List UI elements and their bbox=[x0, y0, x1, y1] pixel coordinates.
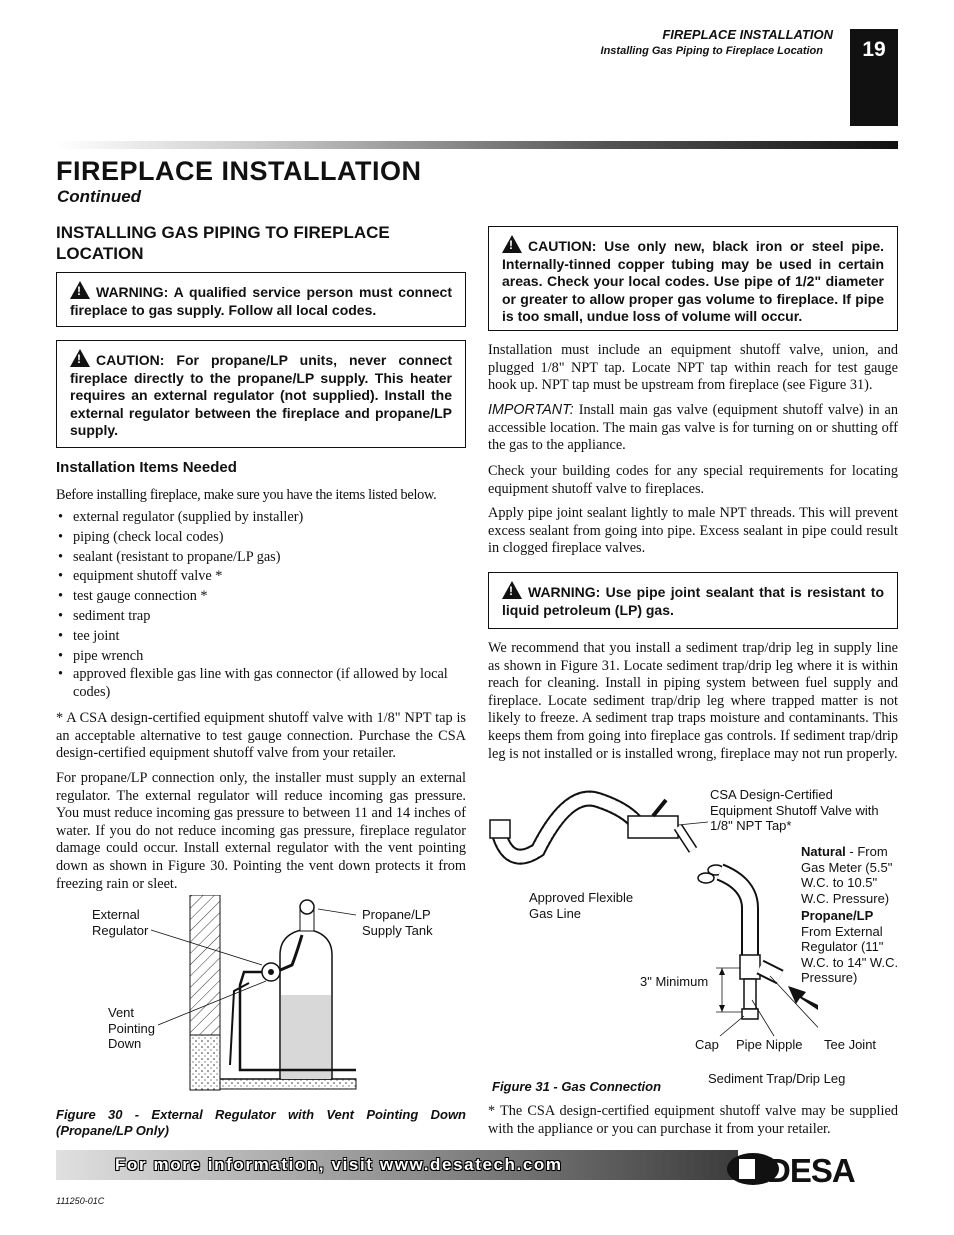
label-3in-minimum: 3" Minimum bbox=[640, 974, 709, 989]
footnote-valve-left: * A CSA design-certified equipment shutoff valve with 1/8" NPT tap is an acceptable alternative to test gauge connection. Purchase the CSA design-certified equipment shutoff valve from your retailer. bbox=[56, 710, 466, 762]
label-flexible-gas-line: Approved Flexible Gas Line bbox=[529, 890, 634, 921]
sediment-trap-paragraph: We recommend that you install a sediment trap/drip leg in supply line as shown in Figure 31. Locate sediment trap/drip leg where it is within reach for cleaning. Install in piping system between fuel supply and fireplace. Locate sediment trap/drip leg where trapped matter is not likely to freeze. A sediment trap traps moisture and contaminants. This keeps them from going into fireplace gas controls. If sediment trap/drip leg is not installed or is installed wrong, fireplace may not run properly. bbox=[488, 640, 898, 762]
important-label: IMPORTANT: bbox=[488, 402, 574, 418]
label-external-regulator: External Regulator bbox=[92, 907, 149, 938]
label-tee-joint: Tee Joint bbox=[824, 1037, 877, 1052]
items-intro: Before installing fireplace, make sure you have the items listed below. bbox=[56, 487, 437, 503]
warning-box-qualified: !WARNING: A qualified service person must connect fireplace to gas supply. Follow all local codes. bbox=[56, 272, 466, 327]
warning-triangle-icon bbox=[70, 281, 90, 299]
header-divider bbox=[56, 141, 898, 149]
list-item: • equipment shutoff valve * bbox=[56, 567, 466, 587]
desa-logo bbox=[727, 1152, 899, 1186]
building-codes-paragraph: Check your building codes for any special requirements for locating equipment shutoff valve to fireplaces. bbox=[488, 463, 898, 497]
list-item: • tee joint bbox=[56, 627, 466, 647]
label-supply-tank: Propane/LP Supply Tank bbox=[362, 907, 433, 938]
list-item: • test gauge connection * bbox=[56, 587, 466, 607]
label-natural: Natural - From Gas Meter (5.5" W.C. to 10.5" W.C. Pressure) bbox=[801, 844, 893, 906]
cap-icon bbox=[742, 1009, 758, 1019]
figure-30-caption: Figure 30 - External Regulator with Vent Pointing Down (Propane/LP Only) bbox=[56, 1107, 466, 1138]
footer-website-text: For more information, visit www.desatech.com bbox=[115, 1155, 563, 1174]
tee-joint-icon bbox=[740, 955, 760, 979]
items-heading: Installation Items Needed bbox=[56, 459, 237, 476]
logo-text: DESA bbox=[767, 1152, 855, 1186]
important-text: Install main gas valve (equipment shutoff valve) in an accessible location. The main gas valve is for turning on or shutting off the gas to the appliance. bbox=[488, 402, 898, 454]
list-item: • pipe wrench bbox=[56, 647, 466, 667]
caution-box-pipe: !CAUTION: Use only new, black iron or steel pipe. Internally-tinned copper tubing may be used in certain areas. Check your local codes. Use pipe of 1/2" diameter or greater to allow proper gas volume to fireplace. If pipe is too small, undue loss of volume will occur. bbox=[488, 226, 898, 331]
label-cap: Cap bbox=[695, 1037, 719, 1052]
propane-paragraph: For propane/LP connection only, the installer must supply an external regulator. The external regulator will reduce incoming gas pressure. You must reduce incoming gas pressure to between 11 and 14 inches of water. If you do not reduce incoming gas pressure, fireplace regulator damage could occur. Install external regulator with the vent pointing down as shown in Figure 30. Pointing the vent down protects it from freezing rain or sleet. bbox=[56, 770, 466, 892]
page-number: 19 bbox=[850, 29, 898, 126]
sealant-paragraph: Apply pipe joint sealant lightly to male NPT threads. This will prevent excess sealant from going into pipe. Excess sealant in pipe could result in clogged fireplace valves. bbox=[488, 505, 898, 557]
list-item: • piping (check local codes) bbox=[56, 528, 466, 548]
running-header-subcategory: Installing Gas Piping to Fireplace Location bbox=[600, 45, 823, 57]
important-paragraph bbox=[488, 402, 898, 455]
caution-triangle-icon bbox=[70, 349, 90, 367]
label-propane: Propane/LP From External Regulator (11" W.C. to 14" W.C. Pressure) bbox=[801, 908, 899, 985]
gas-flow-arrow bbox=[788, 986, 818, 1010]
figure-31-caption: Figure 31 - Gas Connection bbox=[492, 1079, 662, 1094]
label-vent-pointing-down: Vent Pointing Down bbox=[108, 1005, 155, 1051]
list-item: • sediment trap bbox=[56, 607, 466, 627]
shutoff-valve-paragraph: Installation must include an equipment shutoff valve, union, and plugged 1/8" NPT tap. Locate NPT tap within reach for test gauge hook up. NPT tap must be upstream from fireplace (see Figure 31). bbox=[488, 342, 898, 394]
page-title: FIREPLACE INSTALLATION bbox=[56, 156, 422, 186]
pipe-nipple bbox=[744, 979, 756, 1009]
continued-label: Continued bbox=[57, 187, 142, 206]
foundation bbox=[190, 1035, 220, 1090]
label-shutoff-valve: CSA Design-Certified Equipment Shutoff Valve with 1/8" NPT Tap* bbox=[710, 787, 879, 833]
caution-triangle-icon bbox=[502, 235, 522, 253]
tank-valve-icon bbox=[300, 900, 314, 914]
footnote-valve-right: * The CSA design-certified equipment shutoff valve may be supplied with the appliance or you can purchase it from your retailer. bbox=[488, 1103, 898, 1137]
document-code: 111250-01C bbox=[56, 1196, 105, 1206]
section-title: INSTALLING GAS PIPING TO FIREPLACE LOCATION bbox=[56, 223, 390, 263]
label-sediment-trap: Sediment Trap/Drip Leg bbox=[708, 1071, 846, 1086]
list-item: • sealant (resistant to propane/LP gas) bbox=[56, 548, 466, 568]
list-item: • approved flexible gas line with gas connector (if allowed by local codes) bbox=[56, 666, 466, 701]
items-list bbox=[56, 508, 466, 702]
shutoff-valve-icon bbox=[628, 816, 678, 838]
warning-triangle-icon bbox=[502, 581, 522, 599]
wall-hatched bbox=[190, 895, 220, 1035]
running-header-category: FIREPLACE INSTALLATION bbox=[662, 27, 833, 42]
warning-box-sealant: !WARNING: Use pipe joint sealant that is resistant to liquid petroleum (LP) gas. bbox=[488, 572, 898, 629]
label-pipe-nipple: Pipe Nipple bbox=[736, 1037, 803, 1052]
list-item: • external regulator (supplied by installer) bbox=[56, 508, 466, 528]
caution-box-propane: !CAUTION: For propane/LP units, never connect fireplace directly to the propane/LP supply. This heater requires an external regulator (not supplied). Install the external regulator between the fireplace and propane/LP supply. bbox=[56, 340, 466, 448]
